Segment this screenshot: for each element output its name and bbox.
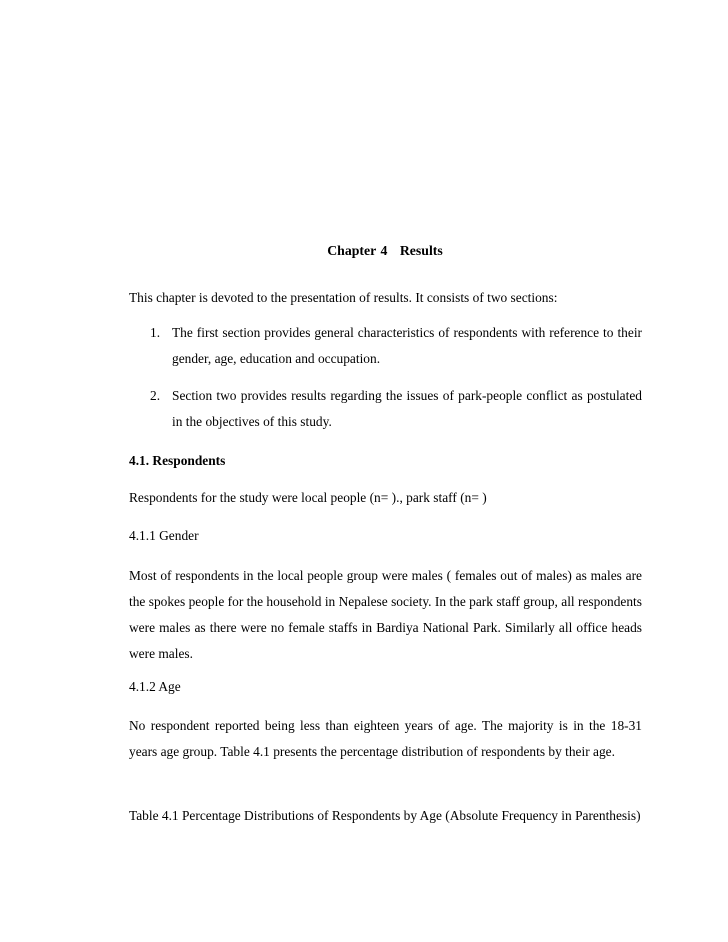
chapter-title — [0, 243, 728, 259]
list-item-text: Section two provides results regarding the issues of park-people conflict as postulated in the objectives of this study. — [172, 388, 642, 429]
respondents-paragraph: Respondents for the study were local people (n= )., park staff (n= ) — [129, 490, 487, 505]
chapter-name: Results — [399, 243, 443, 258]
list-item-text: The first section provides general characteristics of respondents with reference to their gender, age, education and occupation. — [172, 325, 642, 366]
section-heading-age: 4.1.2 Age — [129, 679, 181, 694]
list-marker: 2. — [150, 388, 161, 403]
chapter-number: Chapter 4 — [327, 243, 388, 258]
intro-paragraph: This chapter is devoted to the presentation of results. It consists of two sections: — [129, 290, 558, 305]
table-caption: Table 4.1 Percentage Distributions of Respondents by Age (Absolute Frequency in Parenthesis) — [129, 808, 641, 823]
list-item — [150, 320, 642, 372]
list-marker: 1. — [150, 325, 161, 340]
age-paragraph: No respondent reported being less than eighteen years of age. The majority is in the 18-31 years age group. Table 4.1 presents the percentage distribution of respondents by their age. — [129, 718, 642, 759]
gender-paragraph: Most of respondents in the local people group were males ( females out of males) as males are the spokes people for the household in Nepalese society. In the park staff group, all respondents were males as there were no female staffs in Bardiya National Park. Similarly all office heads were males. — [129, 568, 642, 661]
list-item — [150, 383, 642, 435]
section-heading-gender: 4.1.1 Gender — [129, 528, 199, 543]
section-heading-respondents: 4.1. Respondents — [129, 453, 226, 468]
